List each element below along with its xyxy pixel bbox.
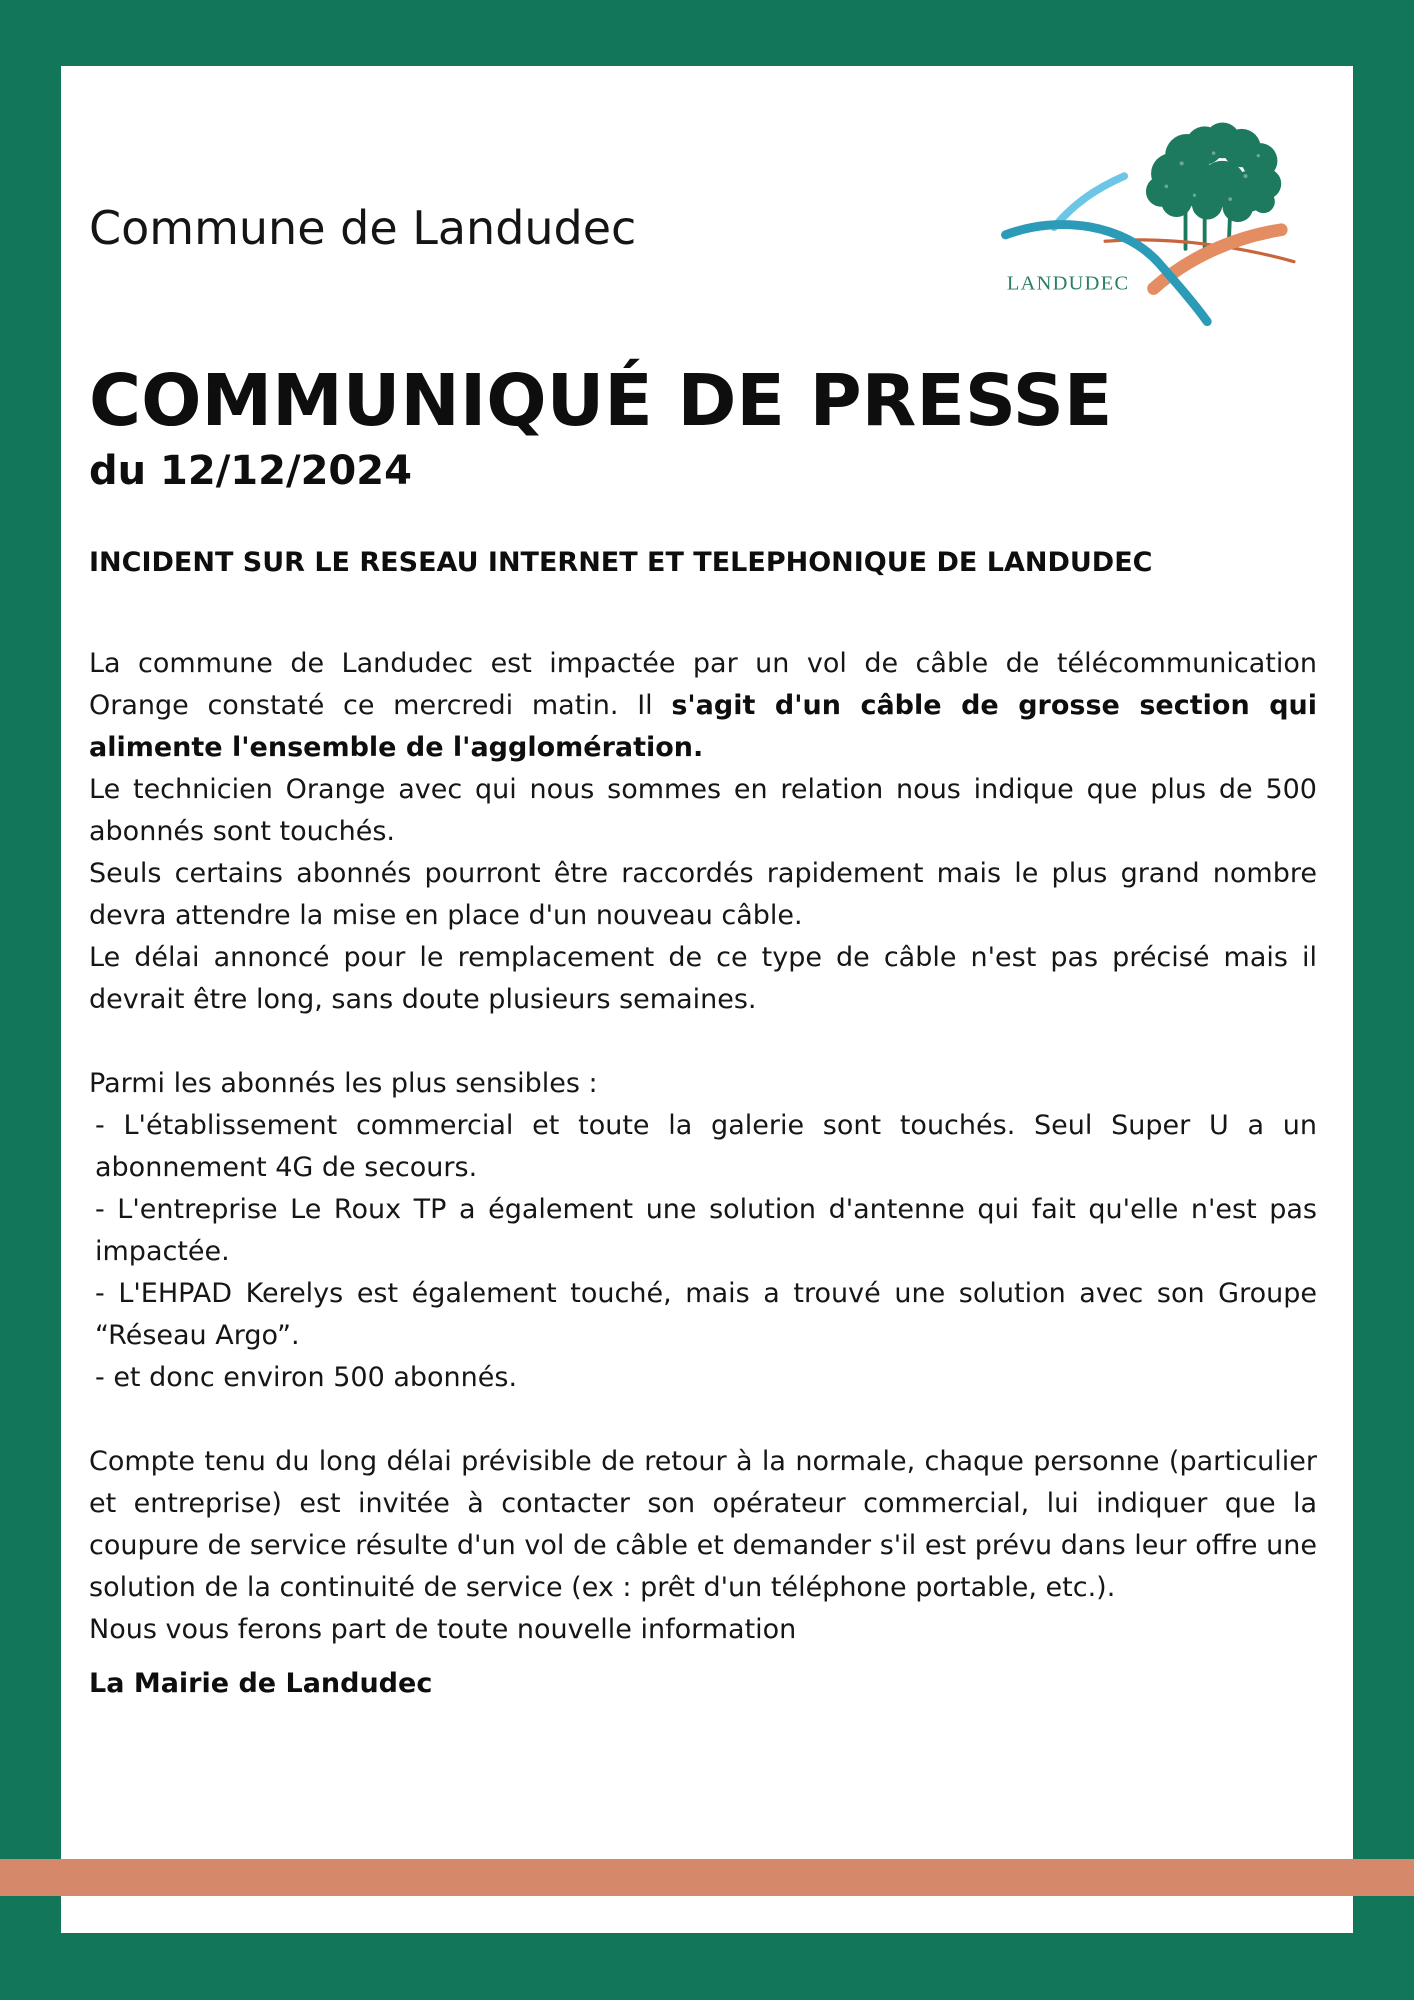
report-sentence: Le technicien Orange avec qui nous sommes en relation nous indique que plus de 500 abonnés sont touchés. [89,774,1317,847]
landudec-logo [1003,125,1294,323]
list-item: - et donc environ 500 abonnés. [95,1362,518,1393]
section-intro: Parmi les abonnés les plus sensibles : [89,1068,598,1099]
list-item: - L'entreprise Le Roux TP a également une solution d'antenne qui fait qu'elle n'est pas impactée. [95,1194,1317,1267]
press-release-card [61,66,1353,1933]
press-release-body [89,643,1317,1705]
list-item: - L'établissement commercial et toute la galerie sont touchés. Seul Super U a un abonnement 4G de secours. [95,1110,1317,1183]
accent-band [0,1859,1414,1896]
logo-light-blue-arc [1054,176,1124,227]
list-item: - L'EHPAD Kerelys est également touché, mais a trouvé une solution avec son Groupe “Réseau Argo”. [95,1278,1317,1351]
paragraph-closing: Nous vous ferons part de toute nouvelle information [89,1614,797,1645]
paragraph-technician-report [89,769,1317,1021]
release-subject: INCIDENT SUR LE RESEAU INTERNET ET TELEPHONIQUE DE LANDUDEC [89,547,1153,578]
logo-trees-icon [1146,123,1281,223]
report-sentence: Seuls certains abonnés pourront être raccordés rapidement mais le plus grand nombre devra attendre la mise en place d'un nouveau câble. [89,858,1317,931]
sensitive-subscribers-section [89,1063,1317,1399]
report-sentence: Le délai annoncé pour le remplacement de ce type de câble n'est pas précisé mais il devrait être long, sans doute plusieurs semaines. [89,942,1317,1015]
logo-wordmark: LANDUDEC [1006,272,1129,295]
signature: La Mairie de Landudec [89,1668,433,1699]
paragraph-text: La commune de Landudec est impactée par un vol de câble de télécommunication Orange constaté ce mercredi matin. Il [89,648,1317,721]
paragraph-incident-description [89,643,1317,769]
commune-name: Commune de Landudec [89,201,637,255]
page-title: COMMUNIQUÉ DE PRESSE [89,359,1113,442]
paragraph-recommendation: Compte tenu du long délai prévisible de retour à la normale, chaque personne (particulier et entreprise) est invitée à contacter son opérateur commercial, lui indiquer que la coupure de service résulte d'un vol de câble et demander s'il est prévu dans leur offre une solution de la continuité de service (ex : prêt d'un téléphone portable, etc.). [89,1446,1317,1603]
paragraph-bold-text: s'agit d'un câble de grosse section qui alimente l'ensemble de l'agglomération. [89,690,1317,763]
release-date: du 12/12/2024 [89,448,412,494]
